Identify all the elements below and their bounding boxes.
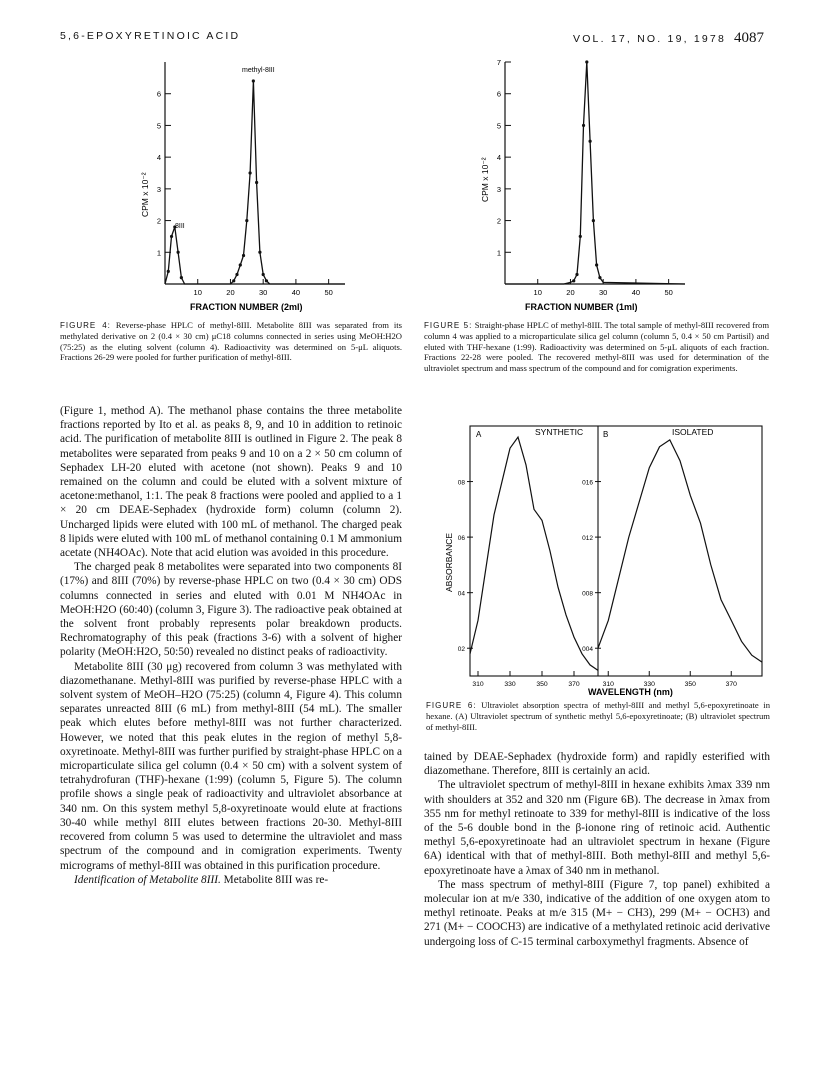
data-point	[245, 219, 248, 222]
y-tick-label: 4	[156, 153, 161, 163]
y-tick-label: 1	[496, 248, 501, 258]
caption-label: FIGURE 4:	[60, 321, 111, 330]
x-tick-label: 310	[472, 681, 484, 688]
caption-text: Straight-phase HPLC of methyl-8III. The total sample of methyl-8III recovered from column 4 was applied to a microparticulate silica gel column (column 5, 0.4 × 50 cm Partisil) and eluted with THF-hexane (1:99). Radioactivity was determined on 5-μL aliquots of each fraction. Fractions 22-28 were pooled. The recovered methyl-8III was used for determination of the ultraviolet spectrum and mass spectrum of the compound and for comigration experiments.	[424, 320, 770, 373]
paragraph: (Figure 1, method A). The methanol phase contains the three metabolite fractions reported by Ito et al. as peaks 8, 9, and 10 in addition to retinoic acid. The purification of metabolite 8III is outlined in Figure 2. The peak 8 metabolites were separated from peaks 9 and 10 on a 2 × 50 cm column of Sephadex LH-20 eluted with acetone (not shown). Peaks 9 and 10 remained on the column and could be eluted with a solvent mixture of acetone:methanol, 1:1. The peak 8 fractions were pooled and applied to a 1 × 20 cm DEAE-Sephadex (hydroxide form) column (column 2). Uncharged lipids were eluted with 100 mL of methanol. The charged peak 8 lipids were eluted with 100 mL of methanol containing 0.1 M ammonium acetate (NH4OAc). Note that acid elution was avoided in this procedure.	[60, 405, 402, 560]
x-tick-label: 50	[324, 288, 333, 297]
data-point	[252, 79, 255, 82]
y-tick-label: 5	[156, 121, 161, 131]
data-point	[595, 263, 598, 266]
data-point	[258, 251, 261, 254]
isolated-spectrum-curve	[598, 440, 762, 662]
caption-text: Ultraviolet absorption spectra of methyl-8III and methyl 5,6-epoxyretinoate in hexane. (A) Ultraviolet spectrum of synthetic methyl 5,6-epoxyretinoate; (B) ultraviolet spectrum of methyl-8III.	[426, 700, 770, 732]
y-tick-label: 2	[156, 216, 161, 226]
data-point	[582, 124, 585, 127]
data-point	[262, 273, 265, 276]
y-tick-label: 3	[496, 184, 501, 194]
y-tick-label: 1	[156, 248, 161, 258]
panel-a-y-ticks	[458, 480, 473, 654]
y-tick-label: 04	[457, 590, 465, 598]
body-text-right-column	[424, 750, 770, 949]
data-point	[598, 276, 601, 279]
panel-b-title: ISOLATED	[672, 427, 714, 437]
caption-label: FIGURE 5:	[424, 321, 473, 330]
x-tick-label: 330	[504, 681, 516, 688]
data-points	[572, 60, 601, 282]
x-tick-label: 40	[631, 288, 641, 297]
data-point	[265, 279, 268, 282]
x-tick-label: 40	[291, 288, 301, 297]
y-tick-label: 6	[496, 89, 501, 99]
y-tick-label: 6	[156, 89, 161, 99]
y-ticks	[157, 90, 171, 258]
figure-5-caption	[424, 320, 769, 373]
page-number: 4087	[734, 30, 764, 46]
x-ticks	[472, 671, 737, 688]
y-tick-label: 06	[457, 535, 465, 543]
data-point	[579, 235, 582, 238]
x-axis-label: FRACTION NUMBER (2ml)	[190, 302, 303, 312]
data-point	[167, 270, 170, 273]
x-axis-label: FRACTION NUMBER (1ml)	[525, 302, 638, 312]
x-tick-label: 350	[536, 681, 548, 688]
x-tick-label: 330	[643, 681, 655, 688]
paragraph: tained by DEAE-Sephadex (hydroxide form) and rapidly esterified with diazomethane. Therefore, 8III is certainly an acid.	[424, 751, 770, 778]
x-tick-label: 370	[568, 681, 580, 688]
x-tick-label: 350	[684, 681, 696, 688]
paragraph: The mass spectrum of methyl-8III (Figure 7, top panel) exhibited a molecular ion at m/e 330, indicative of the addition of one oxygen atom to methyl retinoate. Peaks at m/e 315 (M+ − CH3), 299 (M+ − OCH3) and 271 (M+ − COOCH3) are indicative of a methylated retinoic acid derivative undergoing loss of C-15 terminal carboxymethyl fragments. Absence of	[424, 878, 770, 948]
figure-6-caption	[426, 700, 770, 732]
y-tick-label: 008	[582, 590, 593, 598]
data-point	[588, 140, 591, 143]
x-tick-label: 310	[602, 681, 614, 688]
paragraph	[60, 873, 402, 887]
figure-6-chart	[430, 420, 770, 698]
figure-4-caption	[60, 320, 402, 363]
data-point	[585, 60, 588, 63]
paragraph: The charged peak 8 metabolites were separated into two components 8I (17%) and 8III (70%) by reverse-phase HPLC on two (0.4 × 30 cm) ODS columns connected in series and eluted with 0.01 M NH4OAc in MeOH:H2O (60:40) (column 3, Figure 3). The radioactive peak obtained at the solvent front probably represents polar breakdown products. Rechromatography of this peak (fractions 3-6) with a solvent of higher polarity (MeOH:H2O, 50:50) revealed no distinct peaks of radioactivity.	[60, 561, 402, 659]
data-point	[592, 219, 595, 222]
caption-text: Reverse-phase HPLC of methyl-8III. Metabolite 8III was separated from its methylated derivative on 2 (0.4 × 30 cm) μC18 columns connected in series using MeOH:H2O (75:25) as the eluting solvent (column 4). Radioactivity was determined on 5-μL aliquots. Fractions 26-29 were pooled for further purification of methyl-8III.	[60, 320, 402, 363]
data-point	[232, 279, 235, 282]
panel-b-label: B	[603, 430, 609, 439]
y-tick-label: 012	[582, 535, 593, 543]
plot-frame	[470, 426, 762, 676]
y-tick-label: 004	[582, 646, 593, 654]
panel-a-label: A	[476, 430, 482, 439]
y-axis-label: ABSORBANCE	[444, 532, 454, 592]
y-tick-label: 02	[457, 646, 465, 654]
x-tick-label: 30	[259, 288, 268, 297]
data-point	[180, 276, 183, 279]
paragraph-text: Metabolite 8III was re-	[220, 873, 329, 886]
y-tick-label: 2	[496, 216, 501, 226]
paragraph: The ultraviolet spectrum of methyl-8III in hexane exhibits λmax 339 nm with shoulders at 352 and 320 nm (Figure 6B). The decrease in λmax from 355 nm for methyl retinoate to 339 for methyl-8III is indicative of the loss of the 5-6 double bond in the β-ionone ring of retinoic acid. Authentic methyl 5,6-epoxyretinoate had an ultraviolet spectrum in hexane (Figure 6A) identical with that of methyl-8III. Both methyl-8III and methyl 5,6-epoxyretinoate have a λmax of 340 nm in methanol.	[424, 779, 770, 877]
x-ticks	[194, 279, 333, 297]
x-tick-label: 10	[533, 288, 542, 297]
running-head-right	[573, 30, 764, 47]
figure-4-chart	[140, 52, 350, 317]
data-point	[575, 273, 578, 276]
y-axis-label: CPM x 10⁻²	[140, 172, 150, 217]
data-point	[176, 251, 179, 254]
data-point	[235, 273, 238, 276]
8III-peak-label: 8III	[175, 223, 185, 230]
y-axis-label: CPM x 10⁻²	[480, 157, 490, 202]
data-point	[248, 171, 251, 174]
y-tick-label: 7	[496, 58, 501, 67]
y-ticks	[497, 58, 511, 257]
caption-label: FIGURE 6:	[426, 701, 477, 710]
x-tick-label: 30	[599, 288, 608, 297]
y-tick-label: 016	[582, 479, 593, 487]
section-heading: Identification of Metabolite 8III.	[74, 873, 221, 886]
y-tick-label: 3	[156, 184, 161, 194]
running-head-left: 5,6-EPOXYRETINOIC ACID	[60, 30, 241, 42]
methyl-8III-peak-label: methyl-8III	[242, 67, 275, 74]
body-text-left-column	[60, 404, 402, 887]
x-tick-label: 20	[226, 288, 235, 297]
y-tick-label: 4	[496, 153, 501, 163]
radioactivity-curve	[505, 62, 685, 284]
y-tick-label: 5	[496, 121, 501, 131]
data-point	[170, 235, 173, 238]
panel-a-title: SYNTHETIC	[535, 427, 584, 437]
data-point	[239, 263, 242, 266]
paragraph: Metabolite 8III (30 μg) recovered from column 3 was methylated with diazomethanane. Methyl-8III was purified by reverse-phase HPLC with a solvent system of MeOH–H2O (75:25) (column 4, Figure 4). This column separates unreacted 8III (6 mL) from methyl-8III (54 mL). The smaller peak which elutes before methyl-8III was not further characterized. However, we noted that this peak elutes in the region of methyl 5,8-oxyretinoate. Methyl-8III was further purified by straight-phase HPLC on a microparticulate silica gel column (0.4 × 50 cm) with a solvent system of tetrahydrofuran (THF)-hexane (1:99) (column 5, Figure 5). The column profile shows a single peak of radioactivity and ultraviolet absorbance at 340 nm. On this system methyl 5,8-oxyretinoate would elute at fractions 30-40 while methyl 8III elutes between fractions 20-30. Methyl-8III recovered from column 5 was used to determine the ultraviolet and mass spectrum of the compound and in comigration experiments. Twenty micrograms of methyl-8III was obtained in this purification procedure.	[60, 660, 402, 872]
data-point	[572, 279, 575, 282]
data-point	[242, 254, 245, 257]
x-tick-label: 50	[664, 288, 673, 297]
journal-volume: VOL. 17, NO. 19, 1978	[572, 33, 726, 45]
x-tick-label: 20	[566, 288, 575, 297]
figure-5-chart	[480, 52, 690, 317]
x-tick-label: 10	[193, 288, 202, 297]
data-point	[255, 181, 258, 184]
x-tick-label: 370	[725, 681, 737, 688]
y-tick-label: 08	[457, 479, 465, 487]
x-axis-label: WAVELENGTH (nm)	[588, 687, 673, 697]
radioactivity-curve	[165, 81, 345, 284]
synthetic-spectrum-curve	[470, 437, 598, 670]
